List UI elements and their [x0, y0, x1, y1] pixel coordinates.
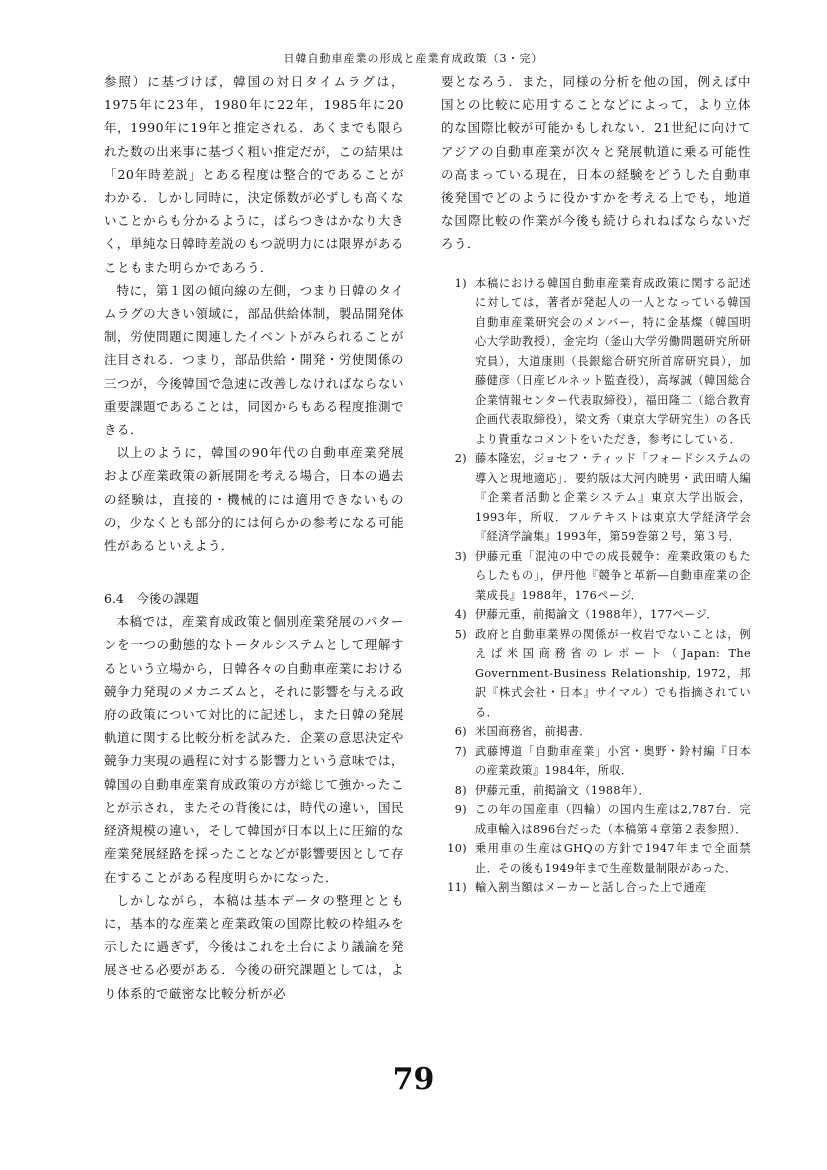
footnote-number: 4): [454, 608, 467, 622]
page-number: 79: [392, 1062, 435, 1097]
footnote: [441, 547, 751, 606]
footnote-text: この年の国産車（四輪）の国内生産は2,787台．完成車輸入は896台だった（本稿第４章第２表参照）．: [475, 803, 751, 836]
section-heading: 6.4 今後の課題: [104, 591, 199, 607]
paragraph: 以上のように，韓国の90年代の自動車産業発展および産業政策の新展開を考える場合，日本の過去の経験は，直接的・機械的には適用できないものの，少なくとも部分的には何らかの参考になる可能性があるといえよう．: [104, 445, 404, 554]
footnote-number: 5): [454, 627, 467, 641]
footnote: [441, 878, 751, 898]
footnote: [441, 800, 751, 839]
footnote: [441, 722, 751, 742]
running-header: 日韓自動車産業の形成と産業育成政策（3・完）: [283, 52, 544, 65]
footnote-number: 3): [454, 549, 467, 563]
footnote-text: 輸入割当額はメーカーと話し合った上で通産: [475, 881, 707, 895]
footnote-text: 伊藤元重「混沌の中での成長競争：産業政策のもたらしたもの」，伊丹他『競争と革新―自動車産業の企業成長』1988年，176ページ．: [475, 549, 751, 602]
footnote-number: 9): [454, 803, 467, 817]
left-column: [104, 70, 404, 1005]
paragraph: 特に，第１図の傾向線の左側，つまり日韓のタイムラグの大きい領域に，部品供給体制，製品開発体制，労使問題に関連したイベントがみられることが注目される．つまり，部品供給・開発・労使関係の三つが，今後韓国で急速に改善しなければならない重要課題であることは，同図からもある程度推測できる．: [104, 282, 404, 438]
footnote: [441, 839, 751, 878]
paragraph: しかしながら，本稿は基本データの整理とともに，基本的な産業と産業政策の国際比較の枠組みを示したに過ぎず，今後はこれを土台により議論を発展させる必要がある．今後の研究課題としては，より体系的で厳密な比較分析が必: [104, 892, 404, 1001]
footnote-number: 6): [454, 725, 467, 739]
footnote: [441, 625, 751, 723]
footnote-text: 本稿における韓国自動車産業育成政策に関する記述に対しては，著者が発起人の一人となっている韓国自動車産業研究会のメンバー，特に金基燦（韓国明心大学助教授），金完均（釜山大学労働問題研究所研究員），大道康則（長銀総合研究所首席研究員），加藤健彦（日産ビルネット監査役），高塚誠（韓国総合企業情報センター代表取締役），福田隆二（総合教育企画代表取締役），梁文秀（東京大学研究生）の各氏より貴重なコメントをいただき，参考にしている．: [475, 276, 751, 446]
footnote-number: 7): [454, 744, 467, 758]
footnote: [441, 605, 751, 625]
footnote-text: 伊藤元重，前掲論文（1988年），177ページ．: [475, 608, 718, 622]
footnote-number: 8): [454, 783, 467, 797]
footnote-text: 政府と自動車業界の関係が一枚岩でないことは，例えば米国商務省のレポート（Japan: The Government-Business Relationship, 1972，邦訳『株式会社・日本』サイマル）でも指摘されている．: [475, 627, 751, 719]
footnote-number: 10): [447, 842, 467, 856]
footnote-text: 乗用車の生産はGHQの方針で1947年まで全面禁止．その後も1949年まで生産数量制限があった．: [475, 842, 751, 875]
footnotes: [441, 274, 751, 898]
paragraph: 参照）に基づけば，韓国の対日タイムラグは，1975年に23年，1980年に22年，1985年に20年，1990年に19年と推定される．あくまでも限られた数の出来事に基づく粗い推定だが，この結果は「20年時差説」とある程度は整合的であることがわかる．しかし同時に，決定係数が必ずしも高くないことからも分かるように，ばらつきはかなり大きく，単純な日韓時差説のもつ説明力には限界があることもまた明らかであろう．: [104, 74, 404, 275]
footnote: [441, 781, 751, 801]
footnote: [441, 742, 751, 781]
footnote-text: 米国商務省，前掲書．: [475, 725, 591, 739]
footnote-text: 藤本隆宏，ジョセフ・ティッド「フォードシステムの導入と現地適応」．要約版は大河内暁男・武田晴人編『企業者活動と企業システム』東京大学出版会，1993年，所収．フルテキストは東京大学経済学会『経済学論集』1993年，第59巻第２号，第３号．: [475, 452, 751, 544]
footnote: [441, 449, 751, 547]
footnote-text: 伊藤元重，前掲論文（1988年）．: [475, 783, 651, 797]
footnote-text: 武藤博道「自動車産業」小宮・奥野・鈴村編『日本の産業政策』1984年，所収．: [475, 744, 751, 778]
footnote-number: 1): [454, 276, 467, 290]
footnote: [441, 274, 751, 450]
footnote-number: 2): [454, 452, 467, 466]
paragraph: 要となろう．また，同様の分析を他の国，例えば中国との比較に応用することなどによって，より立体的な国際比較が可能かもしれない．21世紀に向けてアジアの自動車産業が次々と発展軌道に乗る可能性の高まっている現在，日本の経験をどうした自動車後発国でどのように役かすかを考える上でも，地道な国際比較の作業が今後も続けられねばならないだろう．: [441, 74, 751, 252]
footnote-number: 11): [447, 881, 467, 895]
paragraph: 本稿では，産業育成政策と個別産業発展のパターンを一つの動態的なトータルシステムとして理解するという立場から，日韓各々の自動車産業における競争力発現のメカニズムと，それに影響を与える政府の政策について対比的に記述し，また日韓の発展軌道に関する比較分析を試みた．企業の意思決定や競争力実現の過程に対する影響力という意味では，韓国の自動車産業育成政策の方が総じて強かったことが示され，またその背後には，時代の違い，国民経済規模の違い，そして韓国が日本以上に圧縮的な産業発展経路を採ったことなどが影響要因として存在することがある程度明らかになった．: [104, 614, 404, 885]
right-column: [441, 70, 751, 898]
